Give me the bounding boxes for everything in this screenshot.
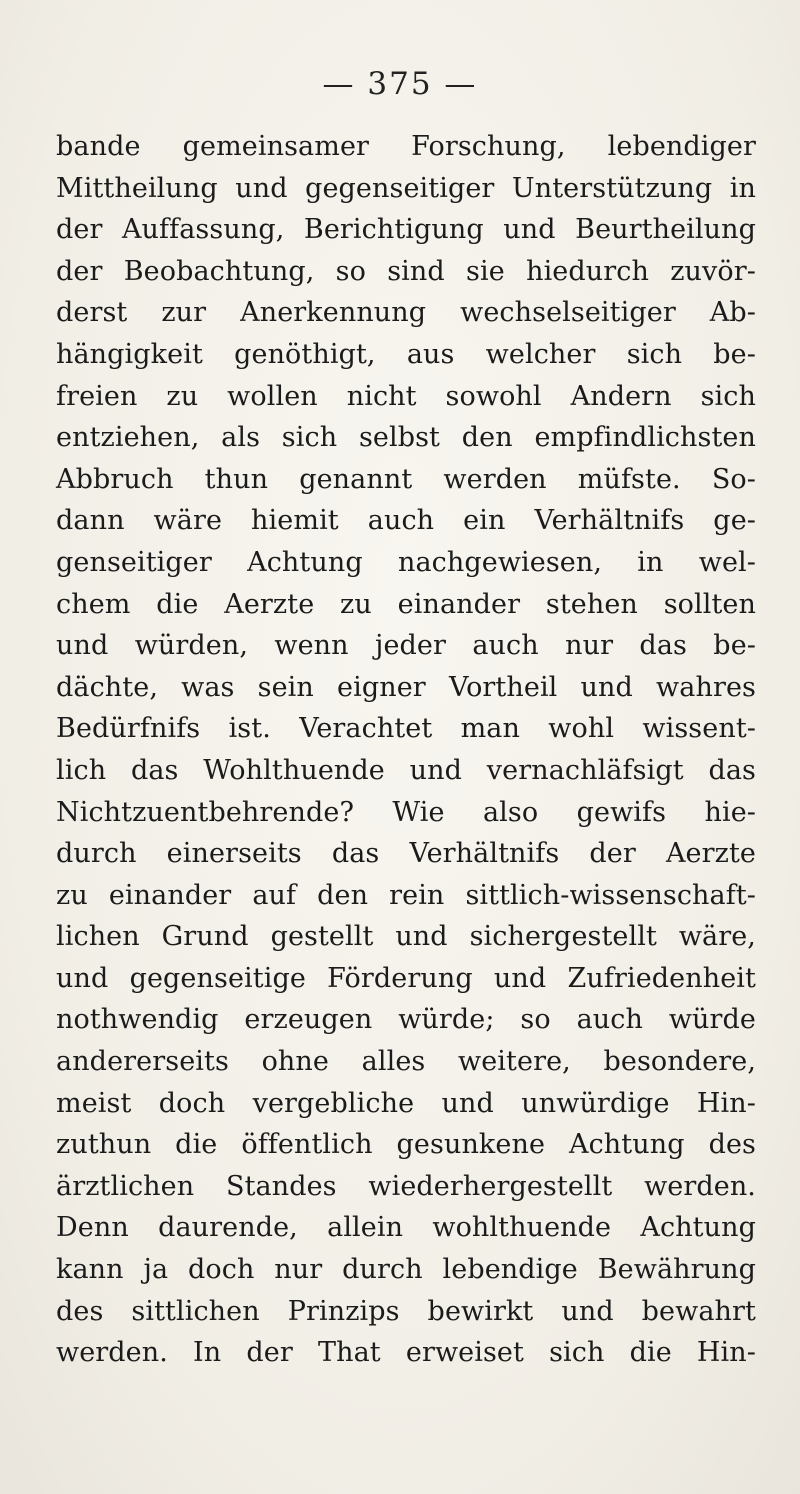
text-line: und gegenseitige Förderung und Zufriedenheit [56, 962, 756, 994]
text-line: Abbruch thun genannt werden müfste. So- [56, 463, 756, 495]
text-line: und würden, wenn jeder auch nur das be- [56, 630, 756, 662]
text-line: Nichtzuentbehrende? Wie also gewifs hie- [56, 796, 756, 828]
body-text [56, 126, 756, 1374]
text-line: chem die Aerzte zu einander stehen sollten [56, 588, 756, 620]
text-line: genseitiger Achtung nachgewiesen, in wel- [56, 546, 756, 578]
text-line: dächte, was sein eigner Vortheil und wahres [56, 671, 756, 703]
text-line: kann ja doch nur durch lebendige Bewährung [56, 1254, 756, 1286]
text-line: der Auffassung, Berichtigung und Beurtheilung [56, 214, 756, 246]
text-line: lichen Grund gestellt und sichergestellt wäre, [56, 921, 756, 953]
text-line: Mittheilung und gegenseitiger Unterstützung in [56, 172, 756, 204]
text-line: Bedürfnifs ist. Verachtet man wohl wissent- [56, 713, 756, 745]
text-line: werden. In der That erweiset sich die Hin- [56, 1337, 756, 1369]
page-number-header: — 375 — [322, 66, 478, 102]
text-line: der Beobachtung, so sind sie hiedurch zuvör- [56, 255, 756, 287]
text-line: Denn daurende, allein wohlthuende Achtung [56, 1212, 756, 1244]
text-line: meist doch vergebliche und unwürdige Hin- [56, 1087, 756, 1119]
text-line: ärztlichen Standes wiederhergestellt werden. [56, 1170, 756, 1202]
text-line: lich das Wohlthuende und vernachläfsigt das [56, 754, 756, 786]
text-line: durch einerseits das Verhältnifs der Aerzte [56, 838, 756, 870]
text-line: freien zu wollen nicht sowohl Andern sich [56, 380, 756, 412]
text-line: hängigkeit genöthigt, aus welcher sich be- [56, 338, 756, 370]
text-line: zuthun die öffentlich gesunkene Achtung des [56, 1129, 756, 1161]
text-line: dann wäre hiemit auch ein Verhältnifs ge- [56, 505, 756, 537]
text-line: des sittlichen Prinzips bewirkt und bewahrt [56, 1295, 756, 1327]
text-line: andererseits ohne alles weitere, besondere, [56, 1046, 756, 1078]
text-line: nothwendig erzeugen würde; so auch würde [56, 1004, 756, 1036]
text-line: entziehen, als sich selbst den empfindlichsten [56, 422, 756, 454]
text-line: bande gemeinsamer Forschung, lebendiger [56, 131, 756, 162]
text-line: zu einander auf den rein sittlich-wissenschaft- [56, 879, 756, 911]
text-line: derst zur Anerkennung wechselseitiger Ab- [56, 297, 756, 329]
